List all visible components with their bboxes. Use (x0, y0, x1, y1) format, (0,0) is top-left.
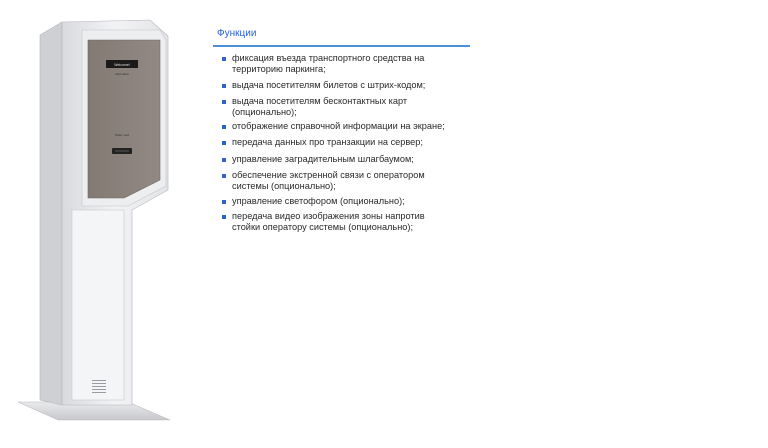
bullet-icon (222, 141, 226, 145)
list-item (222, 53, 472, 74)
kiosk-slot-label: Ticket / card (114, 134, 130, 137)
list-item (222, 121, 472, 132)
list-item-text: управление светофором (опционально); (232, 196, 405, 206)
bullet-icon (222, 200, 226, 204)
bullet-icon (222, 158, 226, 162)
list-item (222, 96, 472, 117)
list-item-text: передача данных про транзакции на сервер; (232, 137, 423, 147)
list-item-text: управление заградительным шлагбаумом; (232, 154, 414, 164)
list-item-text: выдача посетителям билетов с штрих-кодом; (232, 80, 426, 90)
list-item (222, 80, 472, 91)
list-item (222, 137, 472, 148)
section-title: Функции (217, 28, 257, 39)
parking-kiosk-image (0, 0, 200, 448)
bullet-icon (222, 215, 226, 219)
list-item (222, 170, 472, 191)
list-item (222, 154, 472, 165)
kiosk-screen-text: Welcome! (114, 63, 130, 67)
list-item (222, 211, 472, 232)
list-item-text: передача видео изображения зоны напротив стойки оператору системы (опционально); (232, 211, 425, 232)
list-item-text: фиксация въезда транспортного средства на территорию паркинга; (232, 53, 425, 74)
bullet-icon (222, 174, 226, 178)
bullet-icon (222, 57, 226, 61)
kiosk-panel-text: information (115, 72, 129, 76)
list-item-text: выдача посетителям бесконтактных карт (опционально); (232, 96, 408, 117)
bullet-icon (222, 100, 226, 104)
list-item (222, 196, 472, 207)
bullet-icon (222, 84, 226, 88)
list-item-text: отображение справочной информации на экране; (232, 121, 445, 131)
list-item-text: обеспечение экстренной связи с оператором системы (опционально); (232, 170, 425, 191)
bullet-icon (222, 125, 226, 129)
title-divider (213, 45, 470, 47)
